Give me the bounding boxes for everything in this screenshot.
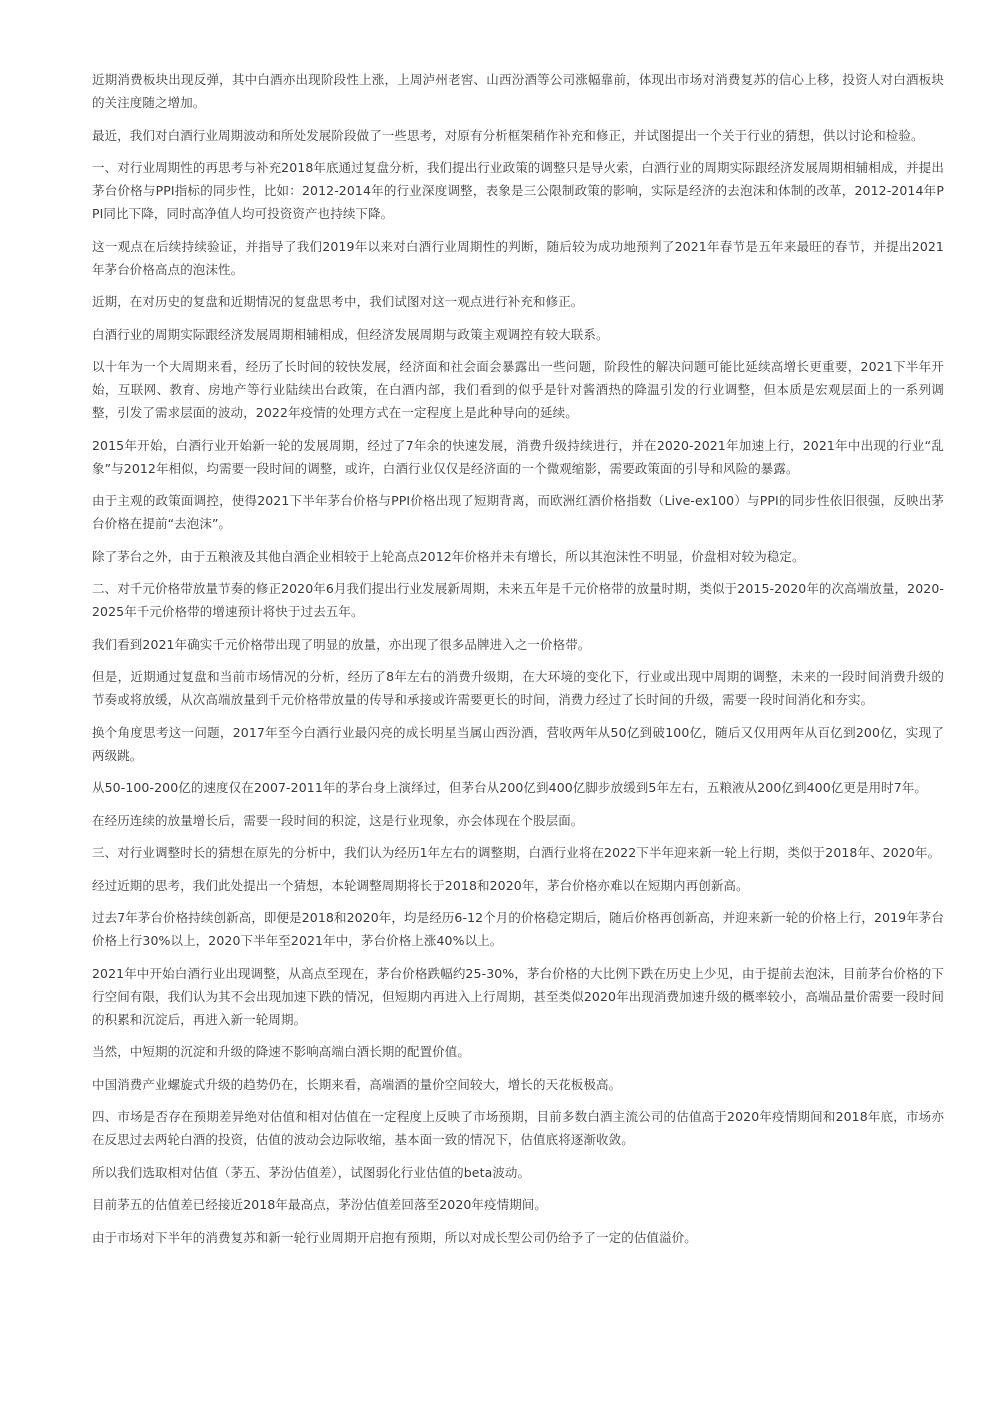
- section-paragraph: 四、市场是否存在预期差异绝对估值和相对估值在一定程度上反映了市场预期，目前多数白酒主流公司的估值高于2020年疫情期间和2018年底，市场亦在反思过去两轮白酒的投资，估值的波动会边际收缩，基本面一致的情况下，估值底将逐渐收敛。: [92, 1109, 944, 1147]
- paragraph: 由于主观的政策面调控，使得2021下半年茅台价格与PPI价格出现了短期背离，而欧洲红酒价格指数（Live-ex100）与PPI的同步性依旧很强，反映出茅台价格在提前“去泡沫”。: [92, 493, 944, 531]
- paragraph: 换个角度思考这一问题，2017年至今白酒行业最闪亮的成长明星当属山西汾酒，营收两年从50亿到破100亿，随后又仅用两年从百亿到200亿，实现了两级跳。: [92, 724, 944, 763]
- paragraph: 这一观点在后续持续验证，并指导了我们2019年以来对白酒行业周期性的判断，随后较为成功地预判了2021年春节是五年来最旺的春节，并提出2021年茅台价格高点的泡沫性。: [92, 238, 944, 277]
- paragraph: 所以我们选取相对估值（茅五、茅汾估值差），试图弱化行业估值的beta波动。: [92, 1164, 531, 1180]
- paragraph: 经过近期的思考，我们此处提出一个猜想，本轮调整周期将长于2018和2020年，茅台价格亦难以在短期内再创新高。: [92, 877, 749, 893]
- document-page: [92, 68, 944, 1258]
- paragraph: 我们看到2021年确实千元价格带出现了明显的放量，亦出现了很多品牌进入之一价格带。: [92, 636, 591, 652]
- paragraph: 当然，中短期的沉淀和升级的降速不影响高端白酒长期的配置价值。: [92, 1044, 471, 1059]
- paragraph: 白酒行业的周期实际跟经济发展周期相辅相成，但经济发展周期与政策主观调控有较大联系。: [92, 326, 609, 342]
- paragraph: 过去7年茅台价格持续创新高，即便是2018和2020年，均是经历6-12个月的价格稳定期后，随后价格再创新高，并迎来新一轮的价格上行，2019年茅台价格上行30%以上，2020下半年至2021年中，茅台价格上涨40%以上。: [92, 910, 944, 948]
- paragraph: 以十年为一个大周期来看，经历了长时间的较快发展，经济面和社会面会暴露出一些问题，阶段性的解决问题可能比延续高增长更重要，2021下半年开始，互联网、教育、房地产等行业陆续出台政策，在白酒内部，我们看到的似乎是针对酱酒热的降温引发的行业调整，但本质是宏观层面上的一系列调整，引发了需求层面的波动，2022年疫情的处理方式在一定程度上是此种导向的延续。: [92, 359, 944, 420]
- section-paragraph: 二、对千元价格带放量节奏的修正2020年6月我们提出行业发展新周期，未来五年是千元价格带的放量时期，类似于2015-2020年的次高端放量，2020-2025年千元价格带的增速预计将快于过去五年。: [92, 581, 944, 619]
- paragraph: 在经历连续的放量增长后，需要一段时间的积淀，这是行业现象，亦会体现在个股层面。: [92, 812, 584, 828]
- paragraph: 但是，近期通过复盘和当前市场情况的分析，经历了8年左右的消费升级期，在大环境的变化下，行业或出现中周期的调整，未来的一段时间消费升级的节奏或将放缓，从次高端放量到千元价格带放量的传导和承接或许需要更长的时间，消费力经过了长时间的升级，需要一段时间消化和夯实。: [92, 669, 944, 707]
- paragraph: 近期消费板块出现反弹，其中白酒亦出现阶段性上涨，上周泸州老窖、山西汾酒等公司涨幅靠前，体现出市场对消费复苏的信心上移，投资人对白酒板块的关注度随之增加。: [92, 72, 944, 110]
- paragraph: 近期，在对历史的复盘和近期情况的复盘思考中，我们试图对这一观点进行补充和修正。: [92, 294, 584, 309]
- section-paragraph: 三、对行业调整时长的猜想在原先的分析中，我们认为经历1年左右的调整期，白酒行业将在2022下半年迎来新一轮上行期，类似于2018年、2020年。: [92, 845, 941, 860]
- paragraph: 由于市场对下半年的消费复苏和新一轮行业周期开启抱有预期，所以对成长型公司仍给予了一定的估值溢价。: [92, 1229, 697, 1245]
- paragraph: 2015年开始，白酒行业开始新一轮的发展周期，经过了7年余的快速发展，消费升级持续进行，并在2020-2021年加速上行，2021年中出现的行业“乱象”与2012年相似，均需要一段时间的调整，或许，白酒行业仅仅是经济面的一个微观缩影，需要政策面的引导和风险的暴露。: [92, 437, 944, 476]
- paragraph: 2021年中开始白酒行业出现调整，从高点至现在，茅台价格跌幅约25-30%，茅台价格的大比例下跌在历史上少见，由于提前去泡沫，目前茅台价格的下行空间有限，我们认为其不会出现加速下跌的情况，但短期内再进入上行周期，甚至类似2020年出现消费加速升级的概率较小，高端品量价需要一段时间的积累和沉淀后，再进入新一轮周期。: [92, 965, 944, 1027]
- section-paragraph: 一、对行业周期性的再思考与补充2018年底通过复盘分析，我们提出行业政策的调整只是导火索，白酒行业的周期实际跟经济发展周期相辅相成，并提出茅台价格与PPI指标的同步性，比如：2012-2014年的行业深度调整，表象是三公限制政策的影响，实际是经济的去泡沫和体制的改革，2012-2014年PPI同比下降，同时高净值人均可投资资产也持续下降。: [92, 160, 944, 221]
- paragraph: 除了茅台之外，由于五粮液及其他白酒企业相较于上轮高点2012年价格并未有增长，所以其泡沫性不明显，价盘相对较为稳定。: [92, 548, 805, 564]
- paragraph: 最近，我们对白酒行业周期波动和所处发展阶段做了一些思考，对原有分析框架稍作补充和修正，并试图提出一个关于行业的猜想，供以讨论和检验。: [92, 127, 924, 143]
- paragraph: 从50-100-200亿的速度仅在2007-2011年的茅台身上演绎过，但茅台从200亿到400亿脚步放缓到5年左右，五粮液从200亿到400亿更是用时7年。: [92, 780, 928, 795]
- paragraph: 目前茅五的估值差已经接近2018年最高点，茅汾估值差回落至2020年疫情期间。: [92, 1197, 548, 1212]
- paragraph: 中国消费产业螺旋式升级的趋势仍在，长期来看，高端酒的量价空间较大，增长的天花板极高。: [92, 1076, 622, 1092]
